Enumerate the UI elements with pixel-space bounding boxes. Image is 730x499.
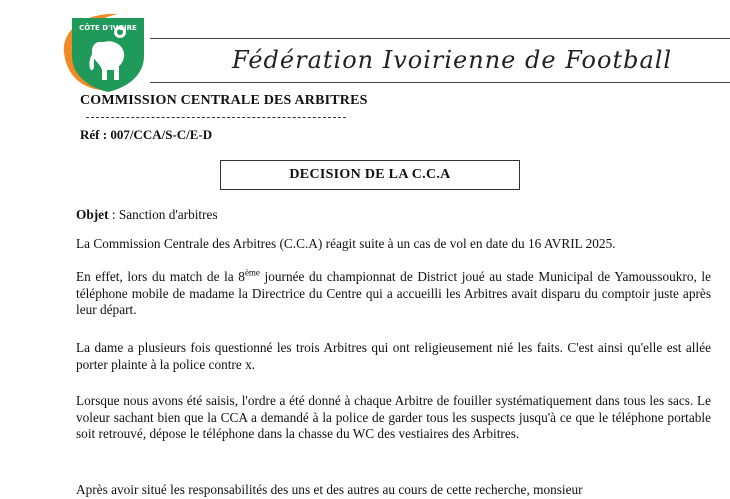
- paragraph-2: [76, 269, 711, 319]
- header-rule-bottom: [150, 82, 730, 83]
- dashed-divider: [86, 117, 346, 118]
- decision-title-box: [220, 160, 520, 190]
- paragraph-2-end: journée du championnat de District joué au stade Municipal de Yamoussoukro, le téléphone mobile de madame la Directrice du Centre qui a accueilli les Arbitres avait disparu du comptoir juste après leur départ.: [76, 269, 711, 317]
- paragraph-5: Après avoir situé les responsabilités des uns et des autres au cours de cette recherche, monsieur: [76, 482, 583, 497]
- header-rule-top: [150, 38, 730, 39]
- paragraph-2-start: En effet, lors du match de la 8: [76, 269, 245, 284]
- fif-logo: [58, 8, 156, 94]
- objet-label: Objet: [76, 207, 109, 222]
- paragraph-3: La dame a plusieurs fois questionné les trois Arbitres qui ont religieusement nié les faits. C'est ainsi qu'elle est allée porter plainte à la police contre x.: [76, 340, 711, 372]
- paragraph-4: Lorsque nous avons été saisis, l'ordre a été donné à chaque Arbitre de fouiller systématiquement dans tous les sacs. Le voleur sachant bien que la CCA a demandé à la police de garder tous les suspects jusqu'à ce que le téléphone portable soit retrouvé, dépose le téléphone dans la chasse du WC des vestiaires des Arbitres.: [76, 393, 711, 441]
- paragraph-1: La Commission Centrale des Arbitres (C.C.A) réagit suite à un cas de vol en date du 16 AVRIL 2025.: [76, 236, 616, 251]
- objet-line: [76, 207, 711, 224]
- decision-title: DECISION DE LA C.C.A: [289, 167, 451, 182]
- objet-text: : Sanction d'arbitres: [108, 207, 218, 222]
- federation-name: Fédération Ivoirienne de Football: [232, 46, 673, 74]
- logo-text: CÔTE D'IVOIRE: [79, 24, 137, 32]
- paragraph-2-superscript: ème: [244, 267, 260, 278]
- commission-title: COMMISSION CENTRALE DES ARBITRES: [80, 93, 368, 108]
- elephant-crest-icon: [58, 8, 156, 94]
- reference-number: Réf : 007/CCA/S-C/E-D: [80, 127, 213, 142]
